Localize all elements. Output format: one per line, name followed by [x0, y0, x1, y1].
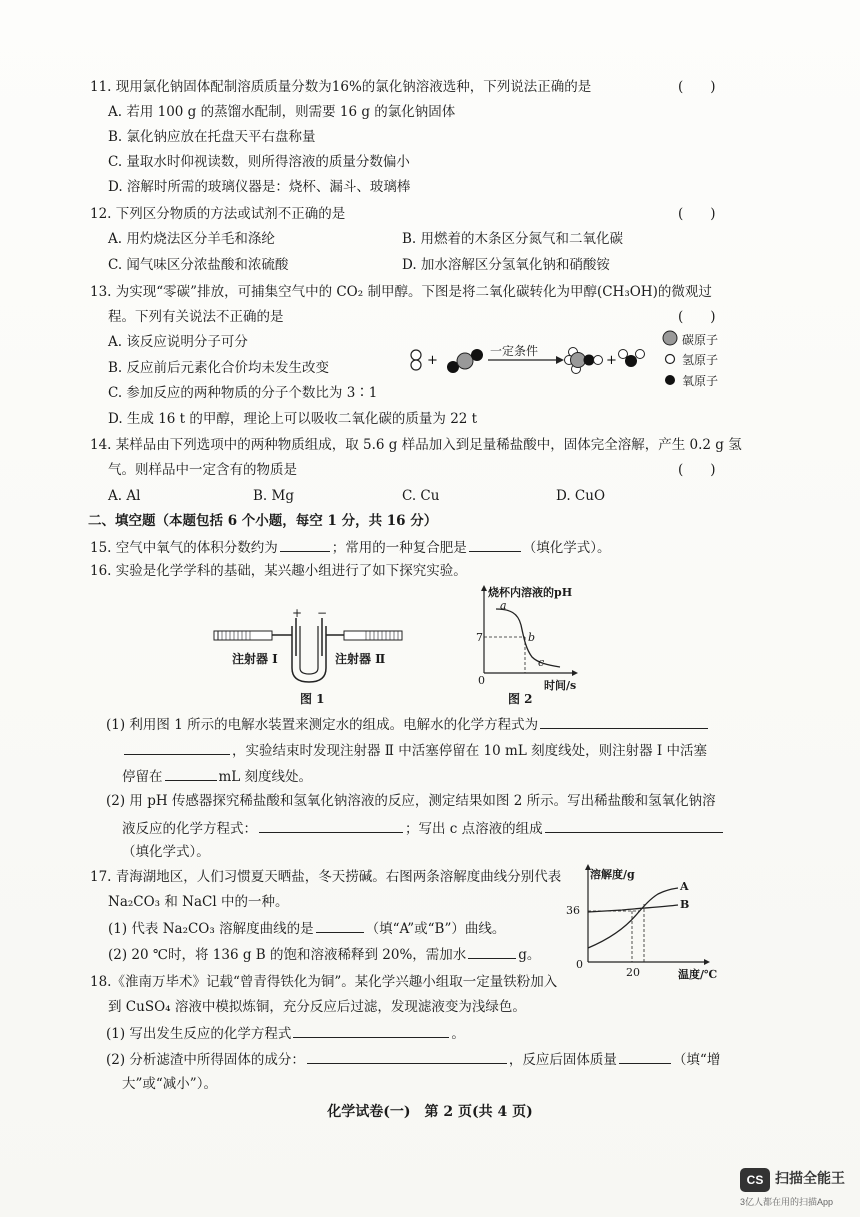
q18-part2-line2: 大”或“减小”）。: [122, 1076, 217, 1092]
q16-blank-syringe1-volume[interactable]: [165, 766, 217, 781]
q11-option-b: B. 氯化钠应放在托盘天平右盘称量: [108, 129, 316, 145]
q12-option-b: B. 用燃着的木条区分氮气和二氧化碳: [402, 231, 624, 247]
q17-part1-text-b: （填“A”或“B”）曲线。: [365, 921, 506, 937]
q18-part2-text-a: (2) 分析滤渣中所得固体的成分：: [106, 1052, 305, 1068]
q17-chart-ylabel: 溶解度/g: [590, 868, 635, 881]
q17-stem-line2: Na₂CO₃ 和 NaCl 中的一种。: [108, 894, 289, 910]
q11-stem: 11. 现用氯化钠固体配制溶质质量分数为16%的氯化钠溶液选种，下列说法正确的是: [90, 79, 592, 95]
q17-chart-curve-a-label: A: [680, 880, 689, 893]
q14-option-b: B. Mg: [253, 488, 294, 504]
q17-part1-line: [108, 918, 505, 938]
q12-option-c: C. 闻气味区分浓盐酸和浓硫酸: [108, 257, 289, 273]
q16-fig2-point-a: a: [500, 599, 507, 612]
q16-fig2-tick-7: 7: [476, 631, 483, 644]
q15-blank-oxygen[interactable]: [280, 537, 330, 552]
q14-option-d: D. CuO: [556, 488, 606, 504]
q13-option-d: D. 生成 16 t 的甲醇，理论上可以吸收二氧化碳的质量为 22 t: [108, 411, 478, 427]
q16-part2-text-b1: 液反应的化学方程式：: [122, 821, 257, 837]
q15-blank-fertilizer[interactable]: [469, 537, 521, 552]
scanner-logo-icon: CS: [740, 1168, 770, 1192]
q17-chart-xlabel: 温度/℃: [678, 968, 718, 981]
q17-part2-text-b: g。: [518, 947, 541, 963]
q16-fig2-point-b: b: [528, 631, 536, 644]
q17-blank-curve[interactable]: [316, 918, 364, 933]
q13-option-a: A. 该反应说明分子可分: [108, 334, 248, 350]
q18-part1-text-b: 。: [451, 1026, 465, 1042]
q14-stem-line2: 气。则样品中一定含有的物质是: [108, 462, 297, 478]
q16-electrode-minus: −: [317, 606, 328, 620]
q13-legend-hydrogen: 氢原子: [682, 353, 719, 367]
scanner-app-name: 扫描全能王: [775, 1170, 845, 1186]
svg-text:+: +: [427, 353, 438, 368]
q16-part1-line2: [122, 740, 707, 760]
q16-blank-point-c-composition[interactable]: [545, 818, 723, 833]
section-fill-in-heading: 二、填空题（本题包括 6 个小题，每空 1 分，共 16 分）: [88, 513, 438, 529]
q16-blank-equation-2[interactable]: [259, 818, 403, 833]
page-footer: 化学试卷(一) 第 2 页(共 4 页): [327, 1104, 533, 1120]
q17-part1-text-a: (1) 代表 Na₂CO₃ 溶解度曲线的是: [108, 921, 314, 937]
q16-syringe2-label: 注射器 Ⅱ: [335, 652, 386, 666]
q17-chart-curve-b-label: B: [680, 898, 690, 911]
q17-blank-water-mass[interactable]: [468, 944, 516, 959]
q13-option-c: C. 参加反应的两种物质的分子个数比为 3∶1: [108, 385, 378, 401]
q16-part1-text-c1: 停留在: [122, 769, 163, 785]
q18-blank-equation[interactable]: [293, 1023, 449, 1038]
q16-part2-line1: (2) 用 pH 传感器探究稀盐酸和氢氧化钠溶液的反应，测定结果如图 2 所示。写出稀盐酸和氢氧化钠溶: [106, 793, 716, 809]
q17-stem-line1: 17. 青海湖地区，人们习惯夏天晒盐，冬天捞碱。右图两条溶解度曲线分别代表: [90, 869, 562, 885]
q16-part2-line3: （填化学式）。: [122, 844, 210, 860]
q16-syringe1-label: 注射器 Ⅰ: [232, 652, 278, 666]
q11-option-c: C. 量取水时仰视读数，则所得溶液的质量分数偏小: [108, 154, 410, 170]
q11-answer-paren: ( ): [678, 79, 716, 95]
q18-blank-mass-change[interactable]: [619, 1049, 671, 1064]
q13-legend-hydrogen-icon: [664, 353, 676, 365]
q13-answer-paren: ( ): [678, 309, 716, 325]
q17-part2-text-a: (2) 20 ℃时，将 136 g B 的饱和溶液稀释到 20%，需加水: [108, 947, 467, 963]
q12-option-d: D. 加水溶解区分氢氧化钠和硝酸铵: [402, 257, 610, 273]
q16-part1-text-c2: mL 刻度线处。: [218, 769, 313, 785]
q13-stem-line2: 程。下列有关说法不正确的是: [108, 309, 284, 325]
q13-option-b: B. 反应前后元素化合价均未发生改变: [108, 360, 330, 376]
q16-electrode-plus: +: [292, 606, 303, 620]
q12-stem: 12. 下列区分物质的方法或试剂不正确的是: [90, 206, 346, 222]
q16-fig2-ylabel: 烧杯内溶液的pH: [488, 586, 573, 599]
svg-text:+: +: [606, 353, 617, 368]
q18-blank-residue[interactable]: [307, 1049, 507, 1064]
q13-legend-carbon: 碳原子: [682, 333, 719, 347]
q16-part1-text-a: (1) 利用图 1 所示的电解水装置来测定水的组成。电解水的化学方程式为: [106, 717, 539, 733]
q16-part1-text-b: ，实验结束时发现注射器 Ⅱ 中活塞停留在 10 mL 刻度线处，则注射器 Ⅰ 中活塞: [232, 743, 707, 759]
q16-blank-equation-1-cont[interactable]: [124, 740, 230, 755]
q13-stem-line1: 13. 为实现“零碳”排放，可捕集空气中的 CO₂ 制甲醇。下图是将二氧化碳转化为甲醇(CH₃OH)的微观过: [90, 284, 712, 300]
q14-option-c: C. Cu: [402, 488, 440, 504]
q13-condition-label: 一定条件: [490, 344, 539, 358]
q14-answer-paren: ( ): [678, 462, 716, 478]
q13-legend-carbon-icon: [662, 330, 678, 346]
q16-part2-line2: [122, 818, 725, 838]
q12-option-a: A. 用灼烧法区分羊毛和涤纶: [108, 231, 275, 247]
q16-part2-text-b2: ；写出 c 点溶液的组成: [405, 821, 543, 837]
q16-figure2-ph-curve: [470, 585, 580, 685]
q14-stem-line1: 14. 某样品由下列选项中的两种物质组成，取 5.6 g 样品加入到足量稀盐酸中，固体完全溶解，产生 0.2 g 氢: [90, 437, 742, 453]
q18-stem-line2: 到 CuSO₄ 溶液中模拟炼铜，充分反应后过滤，发现滤液变为浅绿色。: [108, 999, 526, 1015]
q16-stem: 16. 实验是化学学科的基础，某兴趣小组进行了如下探究实验。: [90, 563, 467, 579]
q15-text-3: （填化学式）。: [522, 540, 611, 556]
q16-figure2-caption: 图 2: [508, 692, 533, 706]
q18-part2-text-b: ，反应后固体质量: [508, 1052, 617, 1068]
q16-fig2-xlabel: 时间/s: [544, 679, 577, 692]
q17-chart-xtick-20: 20: [626, 966, 640, 979]
scanner-app-tagline: 3亿人都在用的扫描App: [740, 1197, 834, 1207]
q15-line: [90, 537, 611, 557]
q16-part1-line1: [106, 714, 710, 734]
q11-option-a: A. 若用 100 g 的蒸馏水配制，则需要 16 g 的氯化钠固体: [108, 104, 456, 120]
q17-part2-line: [108, 944, 540, 964]
q14-option-a: A. Al: [108, 488, 141, 504]
q17-chart-ytick-36: 36: [566, 904, 580, 917]
q16-fig2-point-c: c: [538, 656, 545, 669]
q16-blank-equation-1[interactable]: [540, 714, 708, 729]
q16-figure1-caption: 图 1: [300, 692, 325, 706]
q18-part1-line: [106, 1023, 465, 1043]
q16-fig2-origin: 0: [478, 674, 485, 687]
q13-legend-oxygen-icon: [664, 374, 676, 386]
q15-text-2: ；常用的一种复合肥是: [331, 540, 467, 556]
q11-option-d: D. 溶解时所需的玻璃仪器是：烧杯、漏斗、玻璃棒: [108, 179, 411, 195]
q12-answer-paren: ( ): [678, 206, 716, 222]
q13-legend-oxygen: 氧原子: [682, 374, 719, 388]
q16-part1-line3: [122, 766, 312, 786]
q18-part1-text-a: (1) 写出发生反应的化学方程式: [106, 1026, 292, 1042]
q17-chart-origin: 0: [576, 958, 583, 971]
q18-part2-line1: [106, 1049, 720, 1069]
q18-stem-line1: 18.《淮南万毕术》记载“曾青得铁化为铜”。某化学兴趣小组取一定量铁粉加入: [90, 974, 558, 990]
q15-text-1: 15. 空气中氧气的体积分数约为: [90, 540, 278, 556]
q18-part2-text-c: （填“增: [672, 1052, 721, 1068]
